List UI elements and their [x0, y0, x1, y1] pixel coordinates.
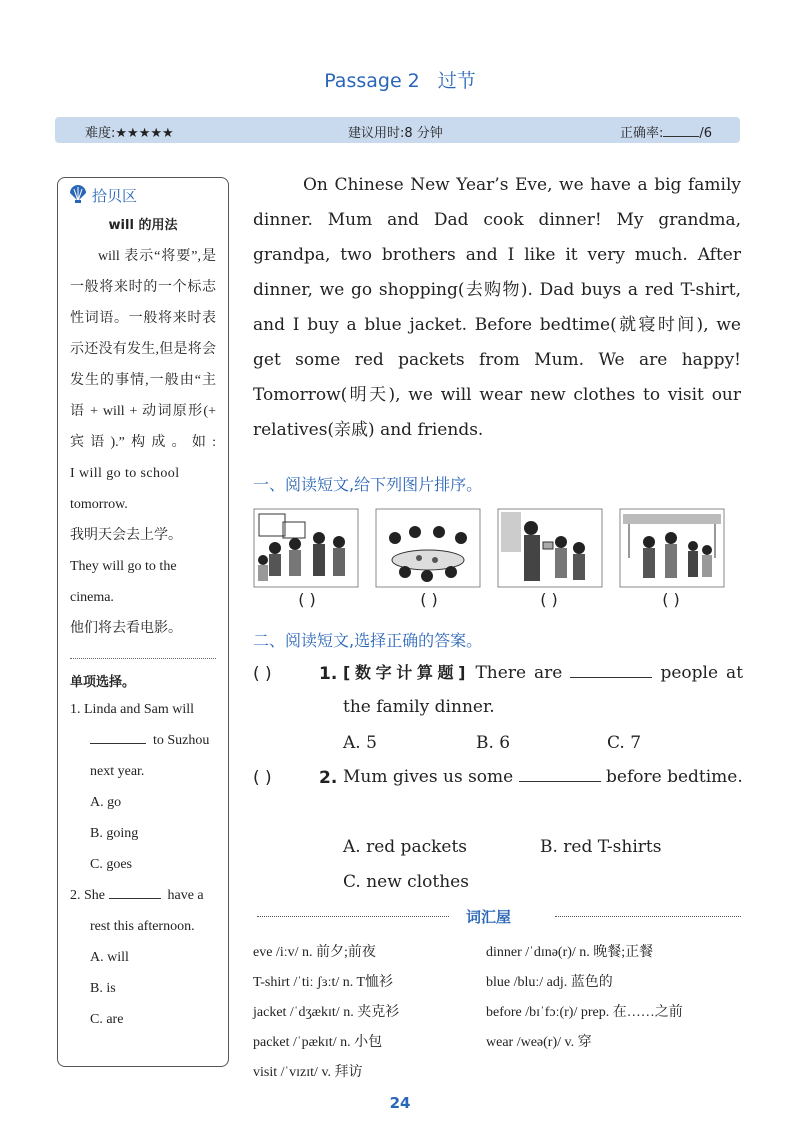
question-2-text [343, 760, 743, 794]
question-1-before: There are [475, 663, 563, 683]
passage-label: Passage 2 [324, 70, 420, 92]
sidebar-q2-line2: rest this afternoon. [90, 919, 195, 934]
sidebar-exercise [70, 694, 216, 1035]
sidebar-q2-before: 2. She [70, 888, 105, 903]
example-2-en-a: They will go to the [70, 559, 177, 574]
order-slot-4[interactable]: ( ) [662, 590, 680, 609]
sidebar-q1-option-a[interactable]: A. go [90, 795, 122, 810]
question-1-after: people at the family dinner. [343, 663, 744, 717]
question-2 [253, 768, 743, 828]
example-2-cn: 他们将去看电影。 [70, 621, 182, 636]
vocab-left-1: T-shirt /ˈtiː ʃɜːt/ n. T恤衫 [253, 975, 394, 990]
question-1-option-c[interactable]: C. 7 [607, 733, 642, 753]
sidebar-q2-option-a[interactable]: A. will [90, 950, 129, 965]
question-2-before: Mum gives us some [343, 767, 514, 787]
suggested-time: 建议用时:8 分钟 [348, 126, 443, 141]
question-1-answer[interactable]: ( ) [253, 664, 272, 684]
picture-red-packets [497, 508, 603, 588]
example-1-cn: 我明天会去上学。 [70, 528, 182, 543]
question-2-option-b[interactable]: B. red T-shirts [540, 837, 662, 857]
picture-order-answers [253, 590, 743, 610]
order-slot-3[interactable]: ( ) [540, 590, 558, 609]
picture-family-dinner [375, 508, 481, 588]
picture-row [253, 508, 743, 590]
sidebar-q2-line1 [70, 880, 216, 911]
question-2-number: 2. [319, 768, 338, 788]
divider [70, 658, 216, 659]
sidebar-q1-line2-text: to Suzhou [153, 733, 210, 748]
will-explanation: will 表示“将要”,是一般将来时的一个标志性词语。一般将来时表示还没有发生,但是将会发生的事情,一般由“主语 + will + 动词原形(+ 宾语).”构成。如: [70, 249, 216, 450]
info-bar [55, 117, 740, 143]
vocab-left-4: visit /ˈvɪzɪt/ v. 拜访 [253, 1065, 363, 1080]
sidebar-q1-line1: 1. Linda and Sam will [70, 702, 195, 717]
sidebar-q2-option-b[interactable]: B. is [90, 981, 116, 996]
difficulty-rating: 难度:★★★★★ [85, 126, 174, 141]
question-1-options [343, 733, 743, 755]
vocab-right-3: wear /weə(r)/ v. 穿 [486, 1035, 592, 1050]
sidebar-explanation [70, 241, 216, 644]
section-2-title: 二、阅读短文,选择正确的答案。 [253, 631, 483, 650]
question-1-number: 1. [319, 664, 338, 684]
vocab-divider-left [257, 916, 449, 917]
vocab-header [253, 906, 743, 928]
sidebar-q1-line3: next year. [90, 764, 145, 779]
sidebar-q2-after: have a [167, 888, 204, 903]
section-1-title: 一、阅读短文,给下列图片排序。 [253, 475, 483, 494]
vocab-left-0: eve /iːv/ n. 前夕;前夜 [253, 945, 376, 960]
page-number: 24 [389, 1094, 411, 1112]
accuracy-field [620, 122, 712, 141]
sidebar-title: 拾贝区 [92, 187, 138, 205]
example-1-en-a: I will go to school [70, 466, 180, 481]
accuracy-label: 正确率: [619, 126, 664, 141]
question-2-option-a[interactable]: A. red packets [343, 837, 468, 857]
question-2-options [343, 837, 743, 897]
example-1-en-b: tomorrow. [70, 497, 128, 512]
vocab-left-2: jacket /ˈdʒækɪt/ n. 夹克衫 [253, 1005, 400, 1020]
sidebar-q2-blank[interactable] [109, 886, 161, 899]
question-1-option-b[interactable]: B. 6 [476, 733, 511, 753]
vocab-right-0: dinner /ˈdɪnə(r)/ n. 晚餐;正餐 [486, 945, 654, 960]
tips-sidebar [57, 177, 229, 1067]
page-title [0, 66, 800, 93]
question-2-after: before bedtime. [606, 767, 743, 787]
vocab-left-3: packet /ˈpækɪt/ n. 小包 [253, 1035, 383, 1050]
sidebar-subtitle: will 的用法 [108, 218, 178, 233]
vocab-right-1: blue /bluː/ adj. 蓝色的 [486, 975, 613, 990]
accuracy-total: /6 [699, 126, 712, 141]
exercise-title: 单项选择。 [70, 675, 136, 690]
reading-passage: On Chinese New Year’s Eve, we have a big family dinner. Mum and Dad cook dinner! My grandma, grandpa, two brothers and I like it very much. After dinner, we go shopping(去购物). Dad buys a red T-shirt, and I buy a blue jacket. Before bedtime(就寝时间), we get some red packets from Mum. We are happy! Tomorrow(明天), we will wear new clothes to visit our relatives(亲戚) and friends. [253, 175, 741, 440]
sidebar-header [70, 184, 216, 206]
sidebar-q1-option-c[interactable]: C. goes [90, 857, 132, 872]
question-1-text [343, 656, 743, 724]
question-2-option-c[interactable]: C. new clothes [343, 872, 469, 892]
accuracy-blank[interactable] [663, 124, 699, 137]
vocab-right-2: before /bɪˈfɔː(r)/ prep. 在……之前 [486, 1005, 683, 1020]
picture-shopping [619, 508, 725, 588]
picture-cooking [253, 508, 359, 588]
shell-icon [68, 184, 88, 204]
question-1-tag: [数字计算题] [343, 663, 468, 682]
sidebar-q1-option-b[interactable]: B. going [90, 826, 139, 841]
sidebar-q1-line2 [70, 725, 216, 756]
order-slot-2[interactable]: ( ) [420, 590, 438, 609]
question-2-answer[interactable]: ( ) [253, 768, 272, 788]
example-2-en-b: cinema. [70, 590, 114, 605]
passage-topic: 过节 [437, 70, 476, 92]
sidebar-q2-option-c[interactable]: C. are [90, 1012, 124, 1027]
vocab-title: 词汇屋 [466, 908, 512, 926]
question-1 [253, 664, 743, 724]
vocab-divider-right [555, 916, 741, 917]
question-2-blank[interactable] [519, 767, 601, 782]
question-1-option-a[interactable]: A. 5 [343, 733, 377, 753]
order-slot-1[interactable]: ( ) [298, 590, 316, 609]
question-1-blank[interactable] [570, 663, 652, 678]
sidebar-q1-blank[interactable] [90, 731, 146, 744]
